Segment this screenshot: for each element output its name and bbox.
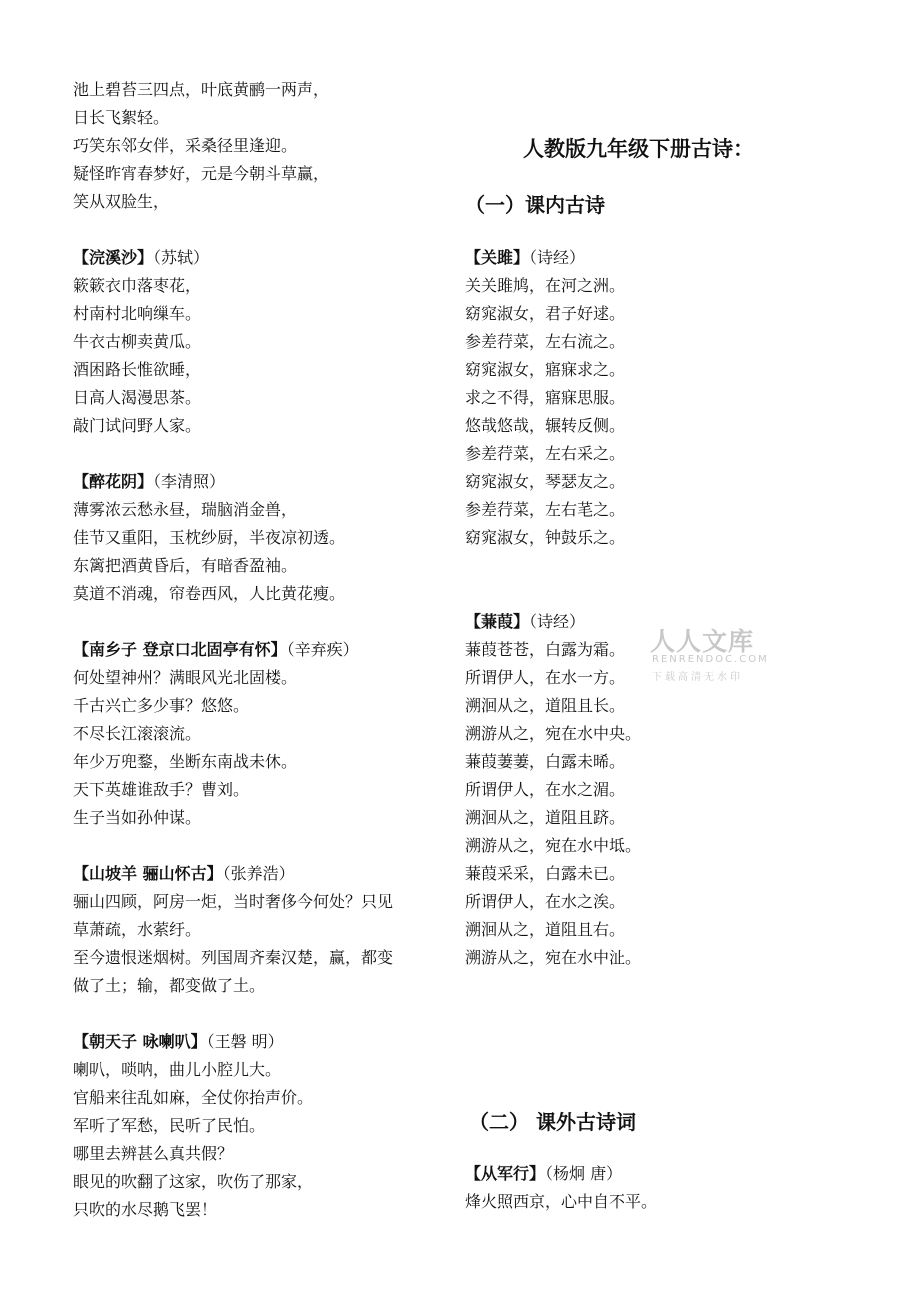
poem-title bbox=[73, 640, 359, 660]
poem-line: 东篱把酒黄昏后，有暗香盈袖。 bbox=[73, 556, 298, 575]
poem-line: 参差荇菜，左右芼之。 bbox=[465, 500, 626, 519]
poem-line: 关关雎鸠，在河之洲。 bbox=[465, 276, 626, 295]
poem-line: 不尽长江滚滚流。 bbox=[73, 724, 202, 743]
poem-line: 草萧疏，水萦纡。 bbox=[73, 920, 202, 939]
intro-line: 日长飞絮轻。 bbox=[73, 108, 170, 127]
section-heading: （二） 课外古诗词 bbox=[469, 1110, 636, 1134]
poem-line: 所谓伊人，在水之湄。 bbox=[465, 780, 626, 799]
poem-line: 至今遗恨迷烟树。列国周齐秦汉楚，赢，都变 bbox=[73, 948, 394, 967]
poem-line: 哪里去辨甚么真共假？ bbox=[73, 1144, 234, 1163]
intro-line: 疑怪昨宵春梦好，元是今朝斗草赢， bbox=[73, 164, 330, 183]
poem-author: （诗经） bbox=[529, 248, 586, 267]
poem-title bbox=[465, 612, 585, 632]
poem-line: 生子当如孙仲谋。 bbox=[73, 808, 202, 827]
poem-author: （辛弃疾） bbox=[286, 640, 359, 659]
poem-line: 参差荇菜，左右流之。 bbox=[465, 332, 626, 351]
poem-line: 日高人渴漫思茶。 bbox=[73, 388, 202, 407]
poem-line: 蒹葭采采，白露未已。 bbox=[465, 864, 626, 883]
poem-line: 窈窕淑女，君子好逑。 bbox=[465, 304, 626, 323]
poem-author: （诗经） bbox=[529, 612, 586, 631]
poem-author: （王磐 明） bbox=[206, 1032, 284, 1051]
poem-line: 参差荇菜，左右采之。 bbox=[465, 444, 626, 463]
poem-line: 求之不得，寤寐思服。 bbox=[465, 388, 626, 407]
poem-line: 烽火照西京，心中自不平。 bbox=[465, 1192, 658, 1211]
poem-line: 千古兴亡多少事？悠悠。 bbox=[73, 696, 250, 715]
poem-name: 【蒹葭】 bbox=[465, 612, 530, 631]
poem-line: 何处望神州？满眼风光北固楼。 bbox=[73, 668, 298, 687]
poem-line: 牛衣古柳卖黄瓜。 bbox=[73, 332, 202, 351]
poem-name: 【南乡子 登京口北固亭有怀】 bbox=[73, 640, 287, 659]
intro-line: 笑从双脸生， bbox=[73, 192, 170, 211]
poem-line: 溯游从之，宛在水中坻。 bbox=[465, 836, 642, 855]
poem-title bbox=[465, 1164, 622, 1184]
poem-line: 佳节又重阳，玉枕纱厨，半夜凉初透。 bbox=[73, 528, 346, 547]
poem-line: 窈窕淑女，琴瑟友之。 bbox=[465, 472, 626, 491]
page-title: 人教版九年级下册古诗： bbox=[523, 136, 754, 161]
watermark-logo bbox=[650, 622, 775, 684]
poem-name: 【朝天子 咏喇叭】 bbox=[73, 1032, 207, 1051]
poem-line: 簌簌衣巾落枣花， bbox=[73, 276, 202, 295]
poem-line: 喇叭，唢呐，曲儿小腔儿大。 bbox=[73, 1060, 282, 1079]
poem-author: （李清照） bbox=[153, 472, 226, 491]
poem-line: 官船来往乱如麻，全仗你抬声价。 bbox=[73, 1088, 314, 1107]
poem-name: 【浣溪沙】 bbox=[73, 248, 154, 267]
poem-line: 窈窕淑女，钟鼓乐之。 bbox=[465, 528, 626, 547]
poem-line: 年少万兜鍪，坐断东南战未休。 bbox=[73, 752, 298, 771]
watermark-title: 人人文库 bbox=[650, 627, 755, 656]
section-heading: （一）课内古诗 bbox=[465, 193, 605, 217]
poem-line: 溯游从之，宛在水中央。 bbox=[465, 724, 642, 743]
poem-line: 薄雾浓云愁永昼，瑞脑消金兽， bbox=[73, 500, 298, 519]
poem-line: 所谓伊人，在水之涘。 bbox=[465, 892, 626, 911]
poem-title bbox=[465, 248, 585, 268]
poem-line: 酒困路长惟欲睡， bbox=[73, 360, 202, 379]
poem-line: 蒹葭萋萋，白露未晞。 bbox=[465, 752, 626, 771]
intro-line: 巧笑东邻女伴，采桑径里逢迎。 bbox=[73, 136, 298, 155]
poem-line: 溯洄从之，道阻且跻。 bbox=[465, 808, 626, 827]
poem-name: 【山坡羊 骊山怀古】 bbox=[73, 864, 223, 883]
watermark-subtitle: 下载高清无水印 bbox=[652, 672, 743, 683]
poem-line: 村南村北响缫车。 bbox=[73, 304, 202, 323]
poem-line: 做了土；输，都变做了土。 bbox=[73, 976, 266, 995]
poem-name: 【关雎】 bbox=[465, 248, 530, 267]
poem-line: 蒹葭苍苍，白露为霜。 bbox=[465, 640, 626, 659]
poem-line: 所谓伊人，在水一方。 bbox=[465, 668, 626, 687]
poem-author: （苏轼） bbox=[153, 248, 210, 267]
poem-line: 军听了军愁，民听了民怕。 bbox=[73, 1116, 266, 1135]
poem-line: 窈窕淑女，寤寐求之。 bbox=[465, 360, 626, 379]
poem-line: 眼见的吹翻了这家，吹伤了那家， bbox=[73, 1172, 314, 1191]
poem-author: （张养浩） bbox=[222, 864, 295, 883]
poem-line: 敲门试问野人家。 bbox=[73, 416, 202, 435]
poem-name: 【从军行】 bbox=[465, 1164, 546, 1183]
poem-title bbox=[73, 248, 209, 268]
poem-line: 溯洄从之，道阻且长。 bbox=[465, 696, 626, 715]
poem-line: 天下英雄谁敌手？曹刘。 bbox=[73, 780, 250, 799]
poem-title bbox=[73, 1032, 284, 1052]
poem-line: 莫道不消魂，帘卷西风，人比黄花瘦。 bbox=[73, 584, 346, 603]
watermark-url: RENRENDOC.COM bbox=[652, 654, 769, 665]
poem-author: （杨炯 唐） bbox=[545, 1164, 623, 1183]
intro-line: 池上碧苔三四点，叶底黄鹂一两声， bbox=[73, 80, 330, 99]
poem-line: 悠哉悠哉，辗转反侧。 bbox=[465, 416, 626, 435]
poem-title bbox=[73, 472, 225, 492]
poem-name: 【醉花阴】 bbox=[73, 472, 154, 491]
poem-line: 溯洄从之，道阻且右。 bbox=[465, 920, 626, 939]
poem-line: 溯游从之，宛在水中沚。 bbox=[465, 948, 642, 967]
poem-line: 骊山四顾，阿房一炬，当时奢侈今何处？只见 bbox=[73, 892, 394, 911]
poem-title bbox=[73, 864, 295, 884]
poem-line: 只吹的水尽鹅飞罢！ bbox=[73, 1200, 218, 1219]
